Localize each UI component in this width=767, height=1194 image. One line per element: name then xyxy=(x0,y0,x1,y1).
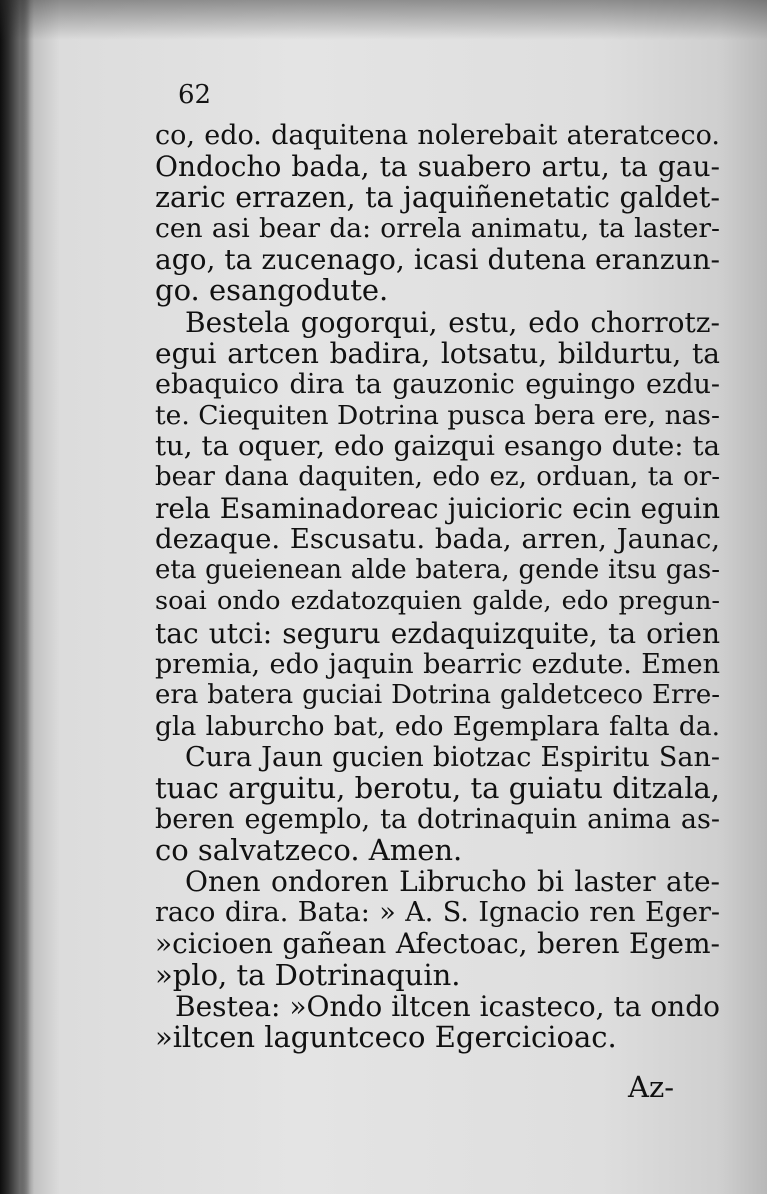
text-line: soai ondo ezdatozquien galde, edo pregun- xyxy=(155,586,720,617)
text-line: ebaquico dira ta gauzonic eguingo ezdu- xyxy=(155,368,720,400)
text-line: »plo, ta Dotrinaquin. xyxy=(155,957,461,992)
text-line: Ondocho bada, ta suabero artu, ta gau- xyxy=(155,150,720,184)
page-number: 62 xyxy=(178,80,212,110)
body-text xyxy=(155,120,720,1053)
text-line: eta gueienean alde batera, gende itsu gas- xyxy=(155,555,720,586)
text-line: tac utci: seguru ezdaquizquite, ta orien xyxy=(155,616,720,650)
text-line: Onen ondoren Librucho bi laster ate- xyxy=(185,865,720,899)
text-line: tu, ta oquer, edo gaizqui esango dute: ta xyxy=(155,429,720,462)
text-line: raco dira. Bata: » A. S. Ignacio ren Eger- xyxy=(155,897,720,929)
text-line: Bestea: »Ondo iltcen icasteco, ta ondo xyxy=(175,989,720,1023)
text-line: tuac arguitu, berotu, ta guiatu ditzala, xyxy=(155,770,720,805)
text-line: beren egemplo, ta dotrinaquin anima as- xyxy=(155,804,720,836)
text-line: ago, ta zucenago, icasi dutena eranzun- xyxy=(155,243,720,277)
text-line: co, edo. daquitena nolerebait ateratceco. xyxy=(155,120,720,151)
book-spine-shadow xyxy=(0,0,34,1194)
text-line: era batera guciai Dotrina galdetceco Erre- xyxy=(155,679,720,710)
text-line: go. esangodute. xyxy=(155,273,389,308)
text-line: »cicioen gañean Afectoac, beren Egem- xyxy=(155,927,720,961)
text-line: te. Ciequiten Dotrina pusca bera ere, nas- xyxy=(155,399,720,431)
text-line: rela Esaminadoreac juicioric ecin eguin xyxy=(155,492,720,526)
text-line: Bestela gogorqui, estu, edo chorrotz- xyxy=(185,305,720,339)
text-line: premia, edo jaquin bearric ezdute. Emen xyxy=(155,648,720,680)
text-line: cen asi bear da: orrela animatu, ta laster- xyxy=(155,213,720,245)
catchword: Az- xyxy=(628,1070,675,1104)
text-line: egui artcen badira, lotsatu, bildurtu, ta xyxy=(155,336,720,370)
text-line: Cura Jaun gucien biotzac Espiritu San- xyxy=(185,741,720,773)
text-line: bear dana daquiten, edo ez, orduan, ta or- xyxy=(155,462,720,493)
text-line: co salvatzeco. Amen. xyxy=(155,833,463,868)
top-edge-shadow xyxy=(0,0,767,40)
text-line: dezaque. Escusatu. bada, arren, Jaunac, xyxy=(155,523,720,556)
text-line: »iltcen laguntceco Egercicioac. xyxy=(155,1019,617,1054)
text-line: gla laburcho bat, edo Egemplara falta da. xyxy=(155,710,720,742)
text-line: zaric errazen, ta jaquiñenetatic galdet- xyxy=(155,181,720,215)
